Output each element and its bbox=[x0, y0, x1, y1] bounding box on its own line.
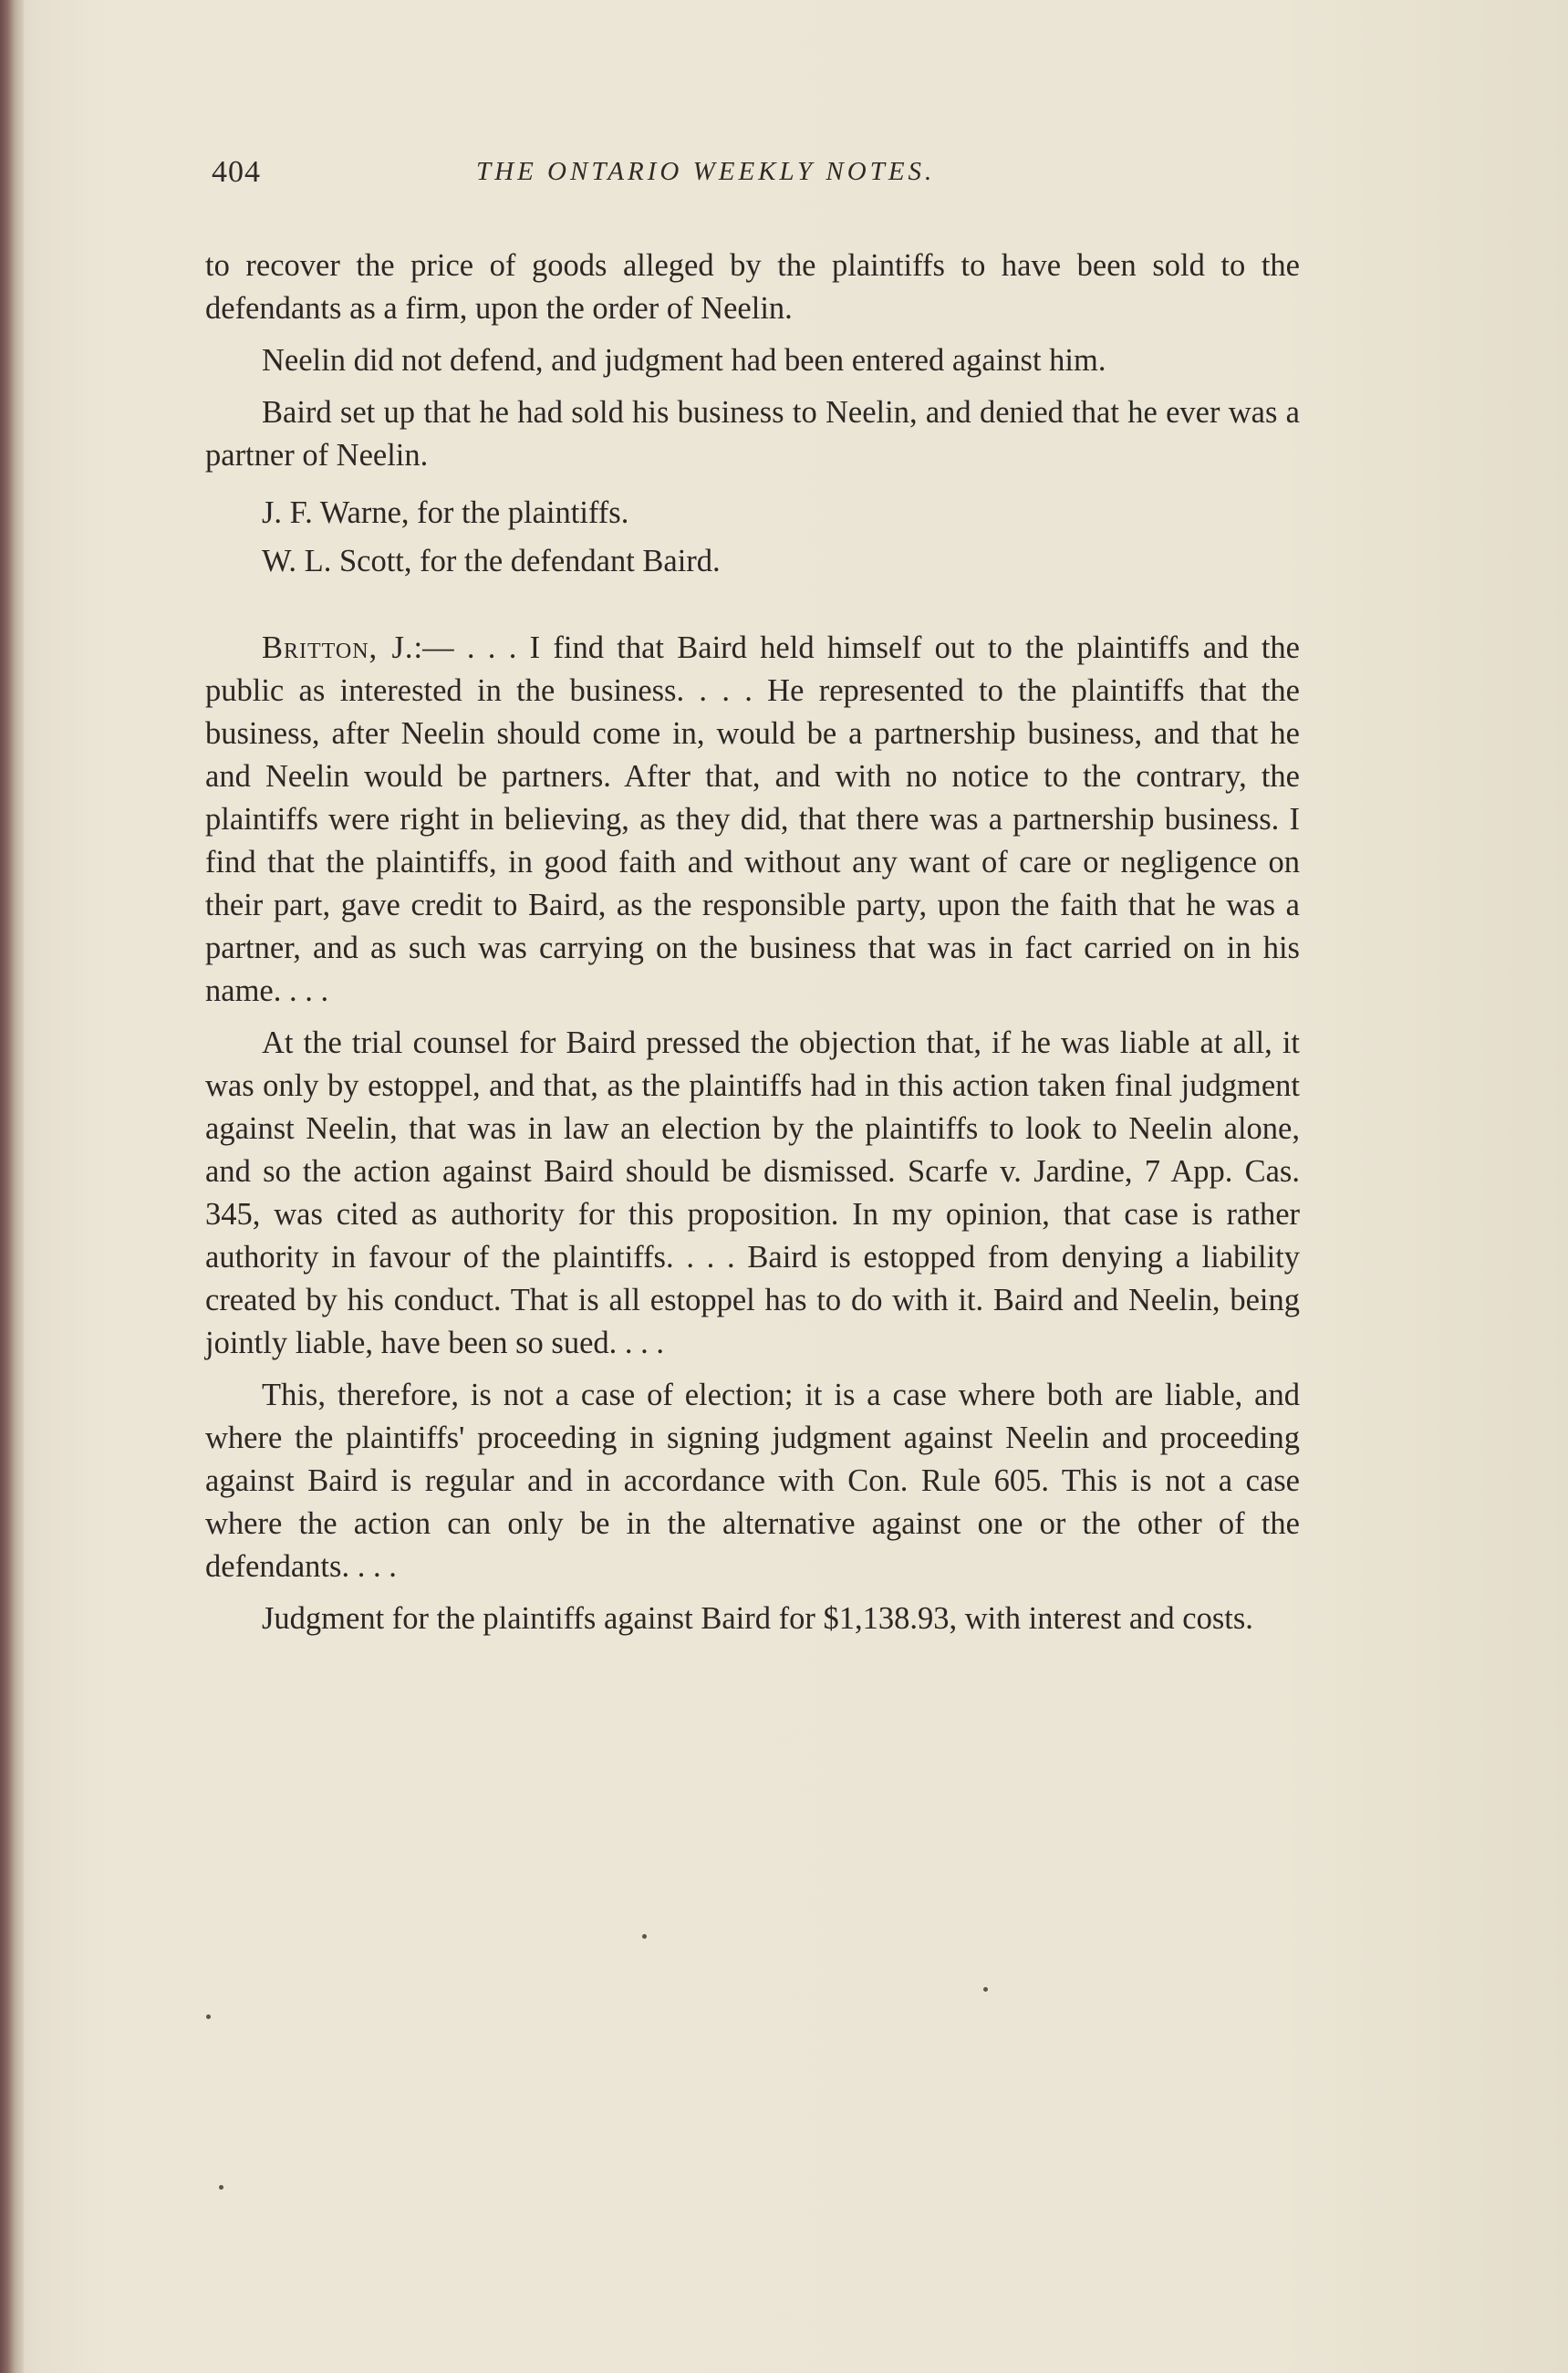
paper-speck bbox=[642, 1934, 647, 1939]
paper-speck bbox=[219, 2185, 223, 2190]
intro-paragraph: Baird set up that he had sold his business to Neelin, and denied that he ever was a partner of Neelin. bbox=[205, 395, 1300, 473]
judgment-conclusion: Judgment for the plaintiffs against Baird for $1,138.93, with interest and costs. bbox=[262, 1601, 1253, 1636]
judgment-paragraph: At the trial counsel for Baird pressed the objection that, if he was liable at all, it was only by estoppel, and that, as the plaintiffs had in this action taken final judgment against Neelin, that was in law an election by the plaintiffs to look to Neelin alone, and so the action against Baird should be dismissed. Scarfe v. Jardine, 7 App. Cas. 345, was cited as authority for this proposition. In my opinion, that case is rather authority in favour of the plaintiffs. . . . Baird is estopped from denying a liability created by his conduct. That is all estoppel has to do with it. Baird and Neelin, being jointly liable, have been so sued. . . . bbox=[205, 1025, 1300, 1360]
page-number: 404 bbox=[212, 155, 261, 189]
body-text bbox=[205, 245, 1300, 1650]
judgment-paragraph: This, therefore, is not a case of election; it is a case where both are liable, and where the plaintiffs' proceeding in signing judgment against Neelin and proceeding against Baird is regular and in accordance with Con. Rule 605. This is not a case where the action can only be in the alternative against one or the other of the defendants. . . . bbox=[205, 1378, 1300, 1584]
judgment-opening-text: :— . . . I find that Baird held himself out to the plaintiffs and the public as interested in the business. . . . He represented to the plaintiffs that the business, after Neelin should come in, would be a partnership business, and that he and Neelin would be partners. After that, and with no notice to the contrary, the plaintiffs were right in believing, as they did, that there was a partnership business. I find that the plaintiffs, in good faith and without any want of care or negligence on their part, gave credit to Baird, as the responsible party, upon the faith that he was a partner, and as such was carrying on the business that was in fact carried on in his name. . . . bbox=[205, 630, 1300, 1008]
journal-title: THE ONTARIO WEEKLY NOTES. bbox=[476, 157, 936, 186]
binding-edge bbox=[0, 0, 24, 2373]
intro-paragraph: to recover the price of goods alleged by the plaintiffs to have been sold to the defendants as a firm, upon the order of Neelin. bbox=[205, 248, 1300, 326]
intro-paragraph: Neelin did not defend, and judgment had been entered against him. bbox=[262, 343, 1106, 378]
counsel-line: W. L. Scott, for the defendant Baird. bbox=[262, 544, 721, 578]
running-head bbox=[212, 155, 1297, 201]
judge-name: Britton, J. bbox=[262, 630, 414, 665]
paper-speck bbox=[206, 2014, 211, 2019]
judgment-opening-paragraph bbox=[205, 627, 1300, 1013]
counsel-line: J. F. Warne, for the plaintiffs. bbox=[262, 495, 629, 530]
paper-speck bbox=[983, 1987, 988, 1992]
